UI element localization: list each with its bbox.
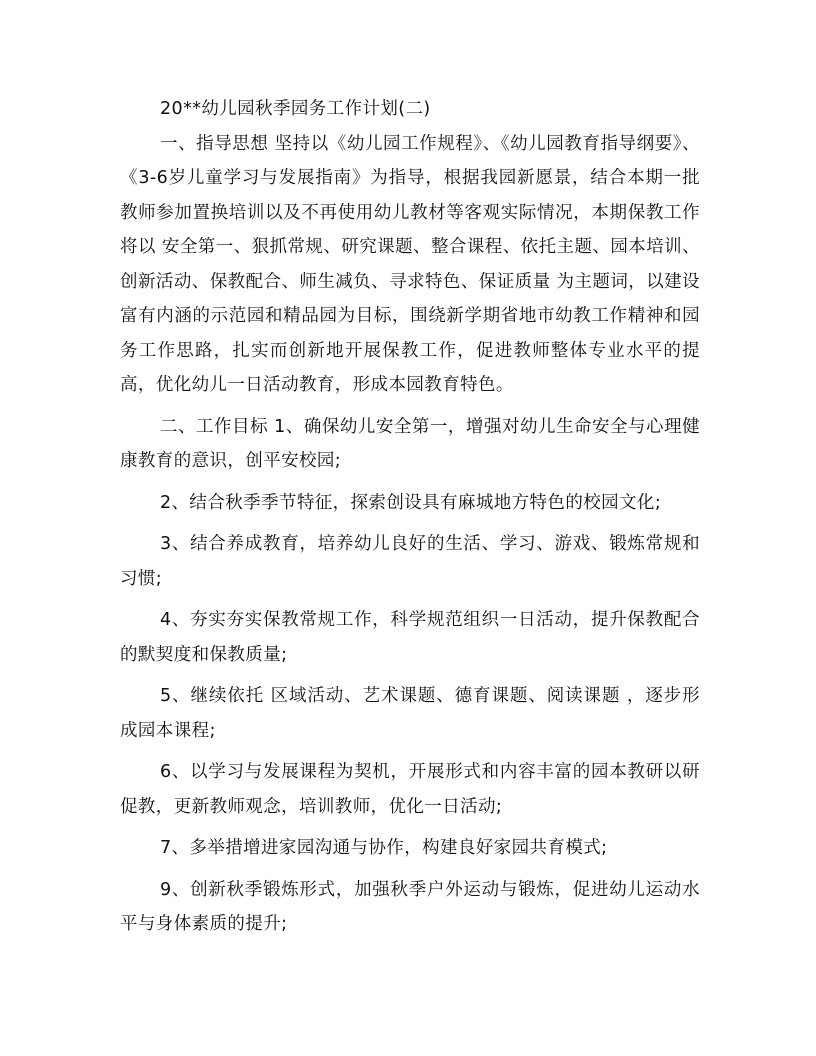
paragraph-goal-3: 3、结合养成教育，培养幼儿良好的生活、学习、游戏、锻炼常规和习惯; bbox=[120, 534, 700, 589]
document-body bbox=[120, 92, 700, 942]
paragraph-goal-4: 4、夯实夯实保教常规工作，科学规范组织一日活动，提升保教配合的默契度和保教质量; bbox=[120, 610, 700, 665]
paragraph-goal-9: 9、创新秋季锻炼形式，加强秋季户外运动与锻炼，促进幼儿运动水平与身体素质的提升; bbox=[120, 879, 700, 934]
paragraph-goal-6: 6、以学习与发展课程为契机，开展形式和内容丰富的园本教研以研促教，更新教师观念，培训教师，优化一日活动; bbox=[120, 762, 700, 817]
document-title: 20**幼儿园秋季园务工作计划(二) bbox=[160, 99, 431, 119]
paragraph-goal-5: 5、继续依托 区域活动、艺术课题、德育课题、阅读课题 ，逐步形成园本课程; bbox=[120, 686, 700, 741]
paragraph-work-goals: 二、工作目标 1、确保幼儿安全第一，增强对幼儿生命安全与心理健康教育的意识，创平安校园; bbox=[120, 416, 700, 471]
paragraph-goal-7: 7、多举措增进家园沟通与协作，构建良好家园共育模式; bbox=[160, 838, 608, 858]
paragraph-guiding-ideology: 一、指导思想 坚持以《幼儿园工作规程》、《幼儿园教育指导纲要》、《3-6岁儿童学习与发展指南》为指导，根据我园新愿景，结合本期一批教师参加置换培训以及不再使用幼儿教材等客观实际情况，本期保教工作将以 安全第一、狠抓常规、研究课题、整合课程、依托主题、园本培训、创新活动、保教配合、师生减负、寻求特色、保证质量 为主题词，以建设富有内涵的示范园和精品园为目标，围绕新学期省地市幼教工作精神和园务工作思路，扎实而创新地开展保教工作，促进教师整体专业水平的提高，优化幼儿一日活动教育，形成本园教育特色。 bbox=[120, 133, 700, 395]
paragraph-goal-2: 2、结合秋季季节特征，探索创设具有麻城地方特色的校园文化; bbox=[160, 492, 662, 513]
